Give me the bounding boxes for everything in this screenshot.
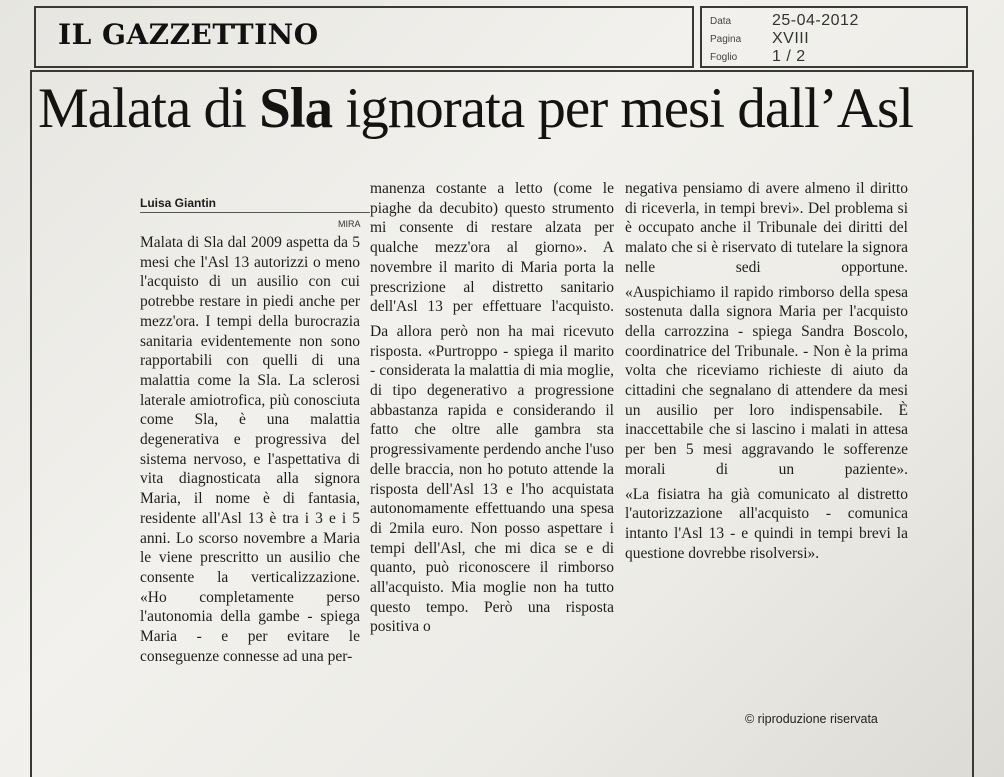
meta-date-value: 25-04-2012 (772, 12, 859, 29)
clipping-meta-box (700, 6, 968, 68)
article-column-2 (370, 179, 614, 637)
meta-sheet-value: 1 / 2 (772, 48, 806, 65)
paragraph: «Ho completamente perso l'autonomia della gambe - spiega Maria - e per evitare le conseguenze connesse ad una per- (140, 588, 360, 665)
article-byline: Luisa Giantin (140, 196, 370, 213)
masthead-title: IL GAZZETTINO (58, 18, 319, 51)
paragraph: «La fisiatra ha già comunicato al distretto l'autorizzazione all'acquisto - comunica intanto l'Asl 13 - e quindi in tempi brevi la questione dovrebbe risolversi». (625, 485, 908, 562)
paragraph: manenza costante a letto (come le piaghe da decubito) questo strumento mi consente di restare alzata per qualche mezz'ora al giorno». A novembre il marito di Maria porta la prescrizione al distretto sanitario dell'Asl 13 per effettuare l'acquisto. (370, 180, 614, 316)
paragraph: «Auspichiamo il rapido rimborso della spesa sostenuta dalla signora Maria per l'acquisto della carrozzina - spiega Sandra Boscolo, coordinatrice del Tribunale. - Non è la prima volta che riceviamo richieste di aiuto da cittadini che segnalano di attendere da mesi un ausilio per loro indispensabile. È inaccettabile che si lascino i malati in attesa per ben 5 mesi aggravando le sofferenze morali di un paziente». (625, 283, 908, 478)
article-column-3 (625, 179, 908, 563)
article-headline (38, 76, 913, 141)
copyright-notice: © riproduzione riservata (745, 712, 878, 726)
headline-part1: Malata di (38, 77, 260, 140)
headline-bold: Sla (259, 77, 333, 140)
meta-page-value: XVIII (772, 30, 810, 47)
article-column-1 (140, 233, 360, 666)
paragraph: negativa pensiamo di avere almeno il diritto di riceverla, in tempi brevi». Del problema si è occupato anche il Tribunale dei diritti del malato che si è riservato di tutelare la signora nelle sedi opportune. (625, 180, 908, 276)
meta-sheet-label: Foglio (710, 52, 738, 63)
meta-sheet-row (710, 48, 960, 66)
headline-part2: ignorata per mesi dall’Asl (332, 77, 913, 140)
paragraph: Malata di Sla dal 2009 aspetta da 5 mesi che l'Asl 13 autorizzi o meno l'acquisto di un ausilio con cui potrebbe restare in piedi anche per mezz'ora. I tempi della burocrazia sanitaria evidentemente non sono rapportabili con quelli di una malattia come la Sla. La sclerosi laterale amiotrofica, più conosciuta come Sla, è una malattia degenerativa e progressiva del sistema nervoso, e l'aspettativa di vita diagnosticata alla signora Maria, il nome è di fantasia, residente all'Asl 13 è tra i 3 e i 5 anni. Lo scorso novembre a Maria le viene prescritto un ausilio che consente la verticalizzazione. (140, 234, 360, 586)
meta-page-label: Pagina (710, 34, 742, 45)
paragraph: Da allora però non ha mai ricevuto risposta. «Purtroppo - spiega il marito - considerata la malattia di mia moglie, di tipo degenerativo a progressione abbastanza rapida e considerando il fatto che oltre alle gambra sta progressivamente perdendo anche l'uso delle braccia, non ho potuto attende la risposta dell'Asl 13 e l'ho acquistata autonomamente effettuando una spesa di 2mila euro. Non posso aspettare i tempi dell'Asl, che mi dica se e di quanto, può riconoscere il rimborso all'acquisto. Mia moglie non ha tutto questo tempo. Però una risposta positiva o (370, 322, 614, 636)
meta-date-row (710, 12, 960, 30)
masthead-box (34, 6, 694, 68)
meta-date-label: Data (710, 16, 732, 27)
article-dateline: MIRA (338, 219, 361, 229)
meta-page-row (710, 30, 960, 48)
